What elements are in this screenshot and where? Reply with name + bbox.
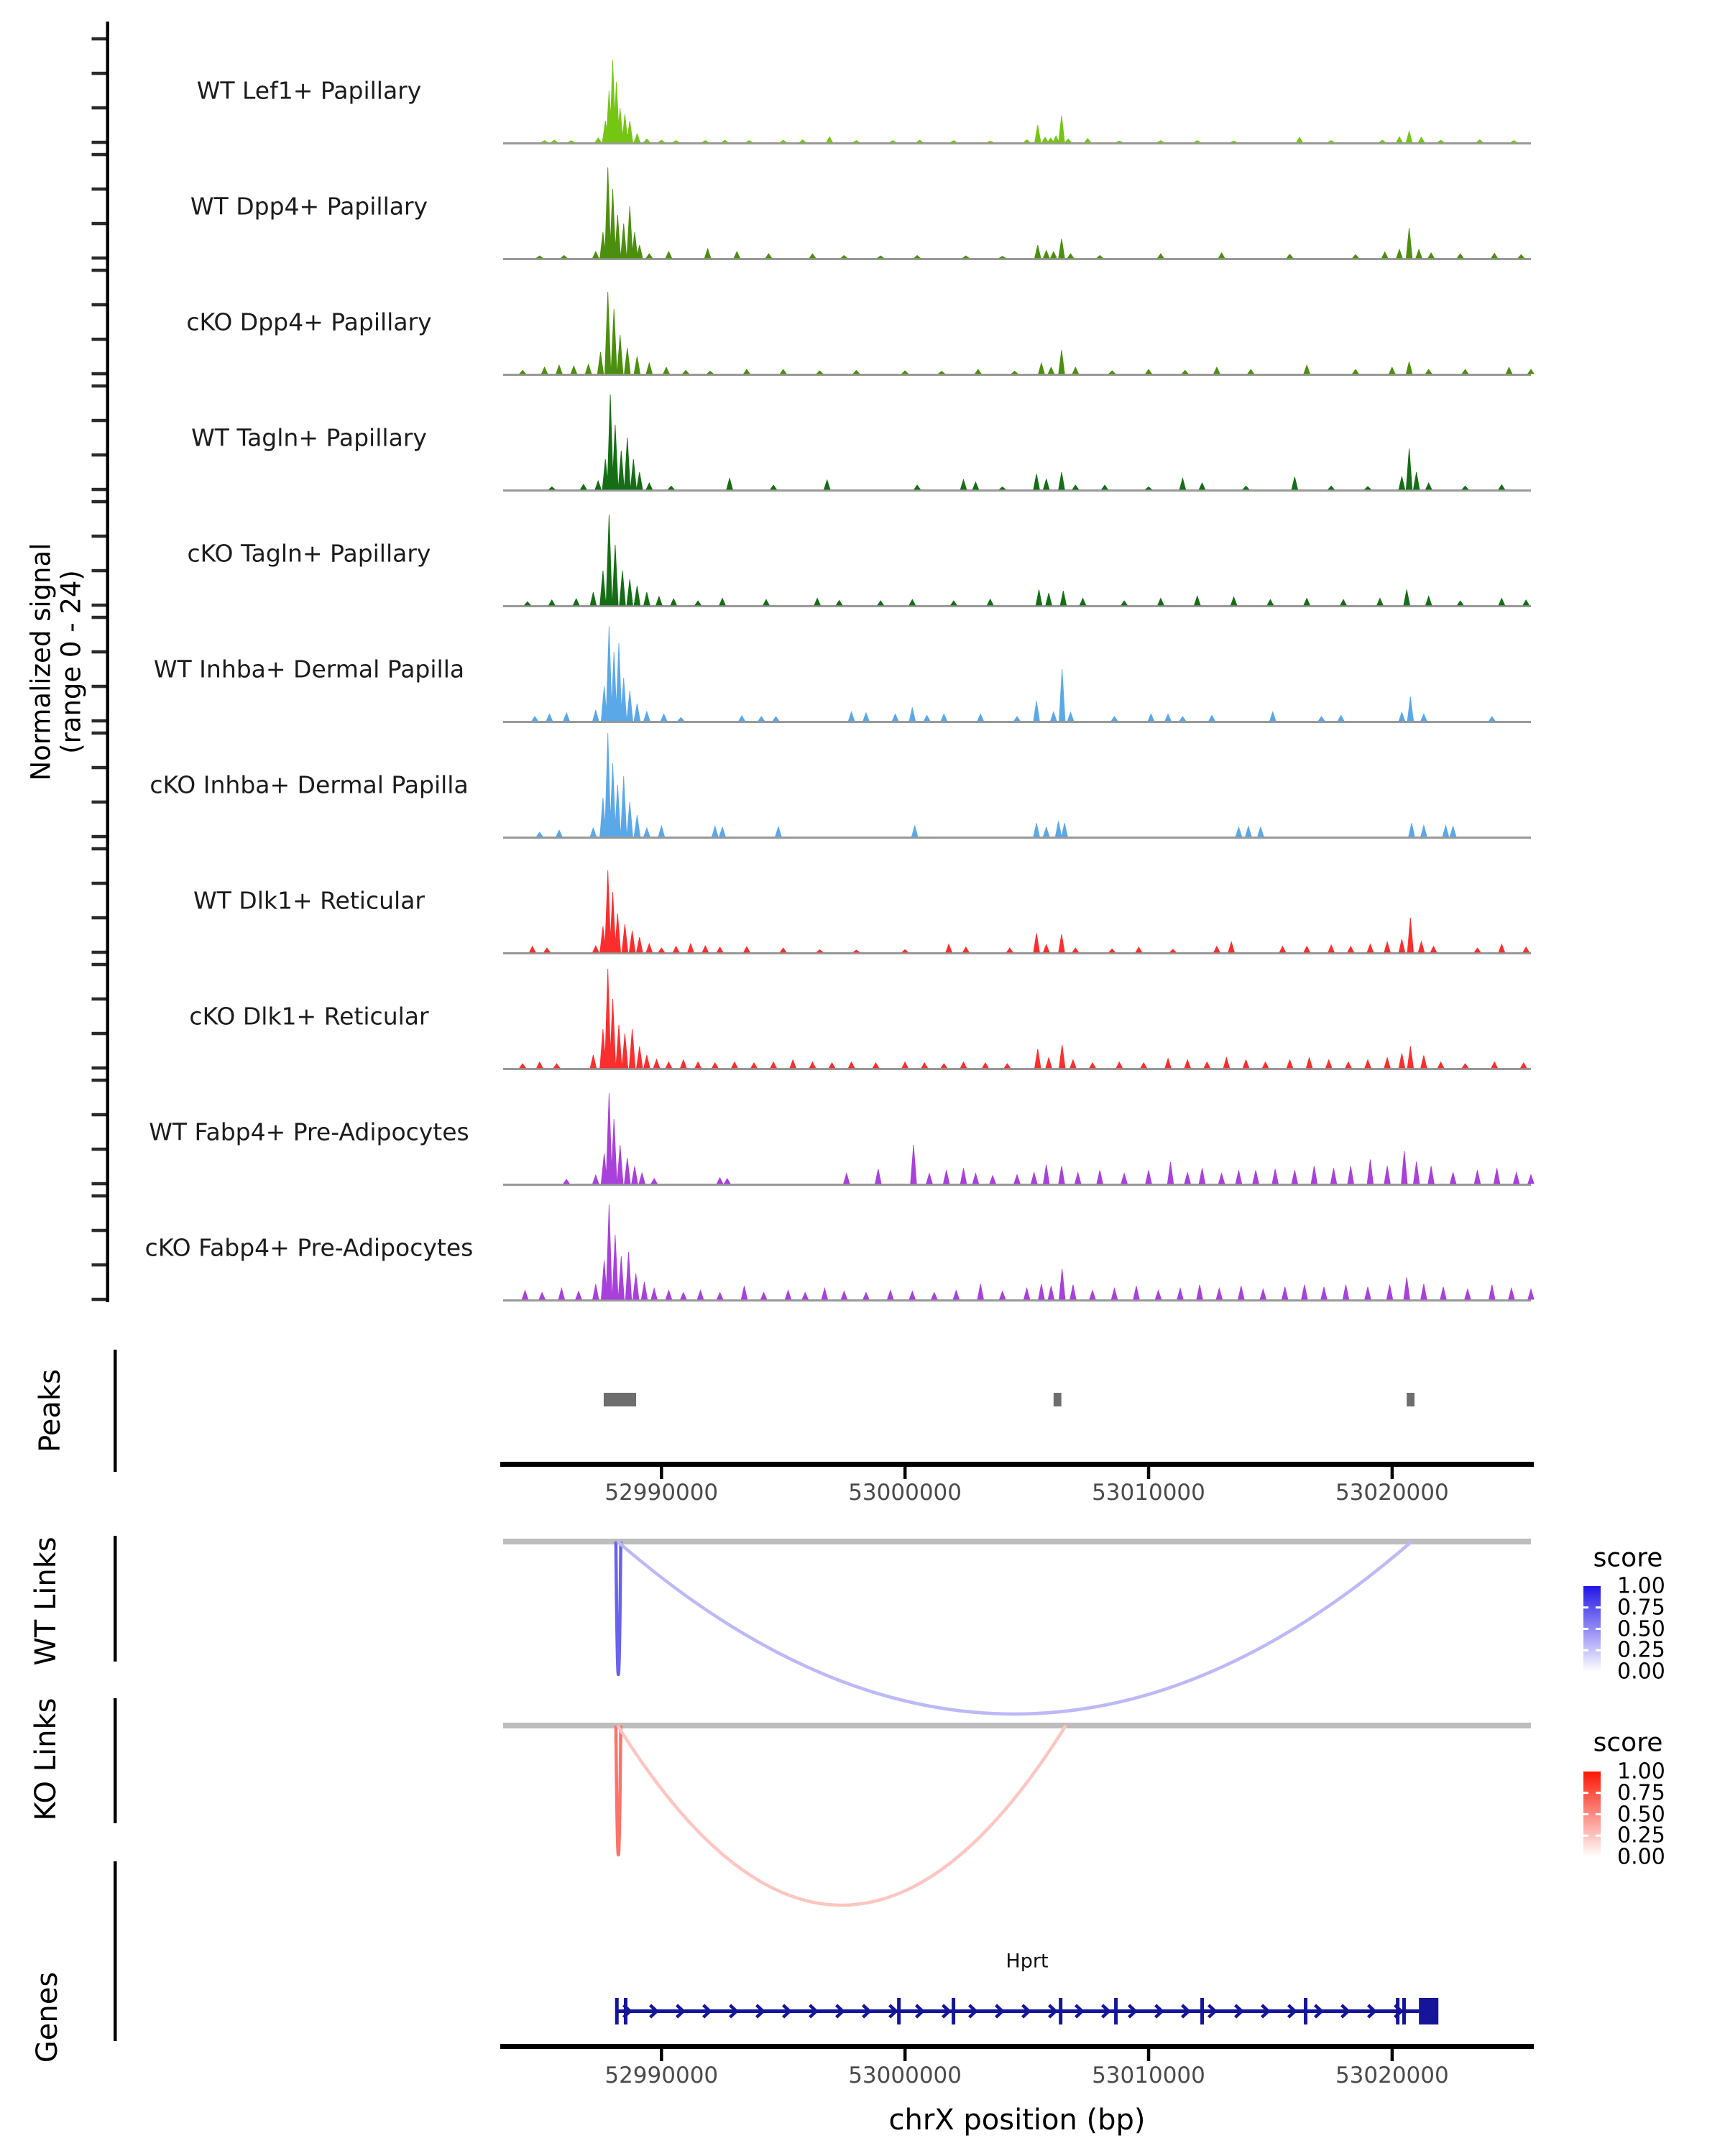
y-axis-tick (92, 732, 106, 735)
track-label: WT Inhba+ Dermal Papilla (153, 655, 465, 683)
y-axis-tick (92, 488, 106, 492)
x-axis-tick-label: 53000000 (848, 2063, 962, 2088)
signal-track-area (537, 733, 1456, 837)
score-colorbar-tick-label: 0.00 (1617, 1844, 1665, 1870)
y-axis-tick (92, 72, 106, 75)
track-baseline (503, 489, 1531, 492)
track-label: cKO Tagln+ Papillary (187, 539, 431, 568)
track-baseline (503, 605, 1531, 607)
gene-exon-mark (615, 1998, 619, 2024)
ko-score-legend-title: score (1593, 1728, 1663, 1758)
signal-track-area (525, 515, 1530, 605)
link-arc (617, 1542, 1412, 1714)
x-axis-tick (1391, 2049, 1394, 2061)
y-axis-tick (92, 1182, 106, 1186)
y-axis-tick (92, 719, 106, 723)
y-axis-tick (92, 1194, 106, 1198)
gene-name-label: Hprt (1006, 1950, 1049, 1973)
x-axis-tick-label: 52990000 (604, 1480, 719, 1506)
colorbar-tick-mark (1583, 1606, 1588, 1608)
gene-exon-mark (1200, 1998, 1204, 2024)
track-baseline (503, 1068, 1531, 1070)
y-axis-tick (92, 535, 106, 538)
signal-track-area (520, 292, 1534, 374)
y-axis-tick (92, 604, 106, 607)
gene-exon-mark (1059, 1998, 1062, 2024)
track-label: cKO Fabp4+ Pre-Adipocytes (144, 1233, 474, 1262)
track-baseline (503, 1299, 1531, 1302)
y-axis-tick (92, 1263, 106, 1267)
y-axis-tick (92, 835, 106, 839)
track-label: WT Dpp4+ Papillary (190, 192, 428, 221)
colorbar-tick-mark (1583, 1649, 1588, 1651)
section-label-peaks: Peaks (34, 1369, 67, 1452)
score-colorbar-tick-label: 0.25 (1617, 1823, 1665, 1848)
x-axis-tick (903, 1467, 907, 1479)
gene-exon-mark (1304, 1998, 1307, 2024)
signal-y-axis-line (106, 22, 110, 1302)
colorbar-tick-mark (1596, 1813, 1601, 1815)
signal-track-area (564, 1093, 1534, 1184)
section-line (114, 1536, 117, 1662)
y-axis-tick (92, 419, 106, 423)
y-axis-tick (92, 188, 106, 191)
x-axis-tick (660, 1467, 663, 1479)
y-axis-tick (92, 1298, 106, 1302)
links-top-line (503, 1539, 1531, 1544)
y-axis-tick (92, 951, 106, 954)
track-baseline (503, 374, 1531, 376)
y-axis-tick (92, 338, 106, 341)
peak-box (1407, 1393, 1414, 1406)
y-axis-tick (92, 1067, 106, 1070)
y-axis-tick (92, 384, 106, 388)
peak-box (1054, 1393, 1062, 1406)
section-line (114, 1698, 117, 1823)
link-arc (617, 1726, 1066, 1905)
colorbar-tick-mark (1583, 1813, 1588, 1815)
track-label: cKO Dpp4+ Papillary (186, 308, 432, 336)
x-axis-title: chrX position (bp) (888, 2104, 1146, 2137)
y-axis-tick (92, 269, 106, 272)
track-baseline (503, 721, 1531, 723)
y-axis-tick (92, 372, 106, 376)
x-axis-tick (1147, 2049, 1151, 2061)
colorbar-tick-mark (1596, 1649, 1601, 1651)
score-colorbar-tick-label: 0.75 (1617, 1595, 1665, 1621)
track-baseline (503, 142, 1531, 144)
track-label: WT Dlk1+ Reticular (193, 886, 425, 915)
y-axis-tick (92, 616, 106, 619)
track-label: WT Tagln+ Papillary (191, 423, 427, 452)
signal-track-area (520, 969, 1527, 1068)
link-arc (616, 1726, 621, 1855)
track-label: WT Fabp4+ Pre-Adipocytes (149, 1118, 469, 1146)
track-label: cKO Dlk1+ Reticular (189, 1002, 429, 1031)
y-axis-tick (92, 882, 106, 885)
bottom-x-axis-line (500, 2044, 1534, 2049)
peak-box (604, 1393, 636, 1406)
y-axis-tick (92, 685, 106, 688)
x-axis-tick-label: 52990000 (604, 2063, 719, 2088)
y-axis-tick (92, 1079, 106, 1082)
signal-track-area (522, 1204, 1534, 1299)
track-baseline (503, 1184, 1531, 1186)
y-axis-tick (92, 106, 106, 110)
track-label: WT Lef1+ Papillary (196, 76, 422, 105)
section-label-ko-links: KO Links (29, 1697, 63, 1821)
gene-exon-mark (624, 1998, 627, 2024)
y-axis-tick (92, 1032, 106, 1036)
wt-score-legend-title: score (1593, 1543, 1663, 1573)
track-baseline (503, 258, 1531, 260)
colorbar-tick-mark (1596, 1606, 1601, 1608)
y-axis-tick (92, 963, 106, 967)
y-axis-tick (92, 569, 106, 573)
score-colorbar-tick-label: 0.50 (1617, 1802, 1665, 1827)
y-axis-tick (92, 141, 106, 144)
y-axis-tick (92, 303, 106, 307)
y-axis-tick (92, 257, 106, 260)
section-label-wt-links: WT Links (29, 1537, 63, 1666)
gene-exon-mark (1402, 1998, 1406, 2024)
x-axis-tick-label: 53020000 (1335, 1480, 1449, 1506)
gene-exon-mark (1114, 1998, 1118, 2024)
y-axis-tick (92, 1113, 106, 1117)
x-axis-tick-label: 53010000 (1092, 1480, 1205, 1506)
y-axis-tick (92, 847, 106, 851)
links-top-line (503, 1723, 1531, 1728)
y-axis-tick (92, 500, 106, 504)
colorbar-tick-mark (1596, 1628, 1601, 1630)
score-colorbar-tick-label: 0.50 (1617, 1616, 1665, 1641)
y-axis-tick (92, 453, 106, 457)
colorbar-tick-mark (1583, 1792, 1588, 1794)
colorbar-tick-mark (1583, 1628, 1588, 1630)
y-axis-tick (92, 153, 106, 157)
section-line (114, 1350, 117, 1472)
peaks-x-axis-line (500, 1462, 1534, 1467)
y-axis-tick (92, 1229, 106, 1233)
colorbar-tick-mark (1596, 1792, 1601, 1794)
x-axis-tick-label: 53010000 (1092, 2063, 1205, 2088)
x-axis-tick (903, 2049, 907, 2061)
gene-exon-mark (897, 1998, 901, 2024)
x-axis-tick-label: 53000000 (848, 1480, 962, 1506)
score-colorbar-tick-label: 0.25 (1617, 1637, 1665, 1663)
y-axis-tick (92, 1148, 106, 1151)
x-axis-tick (660, 2049, 663, 2061)
colorbar-tick-mark (1583, 1835, 1588, 1837)
signal-track-area (537, 167, 1524, 258)
score-colorbar-tick-label: 0.75 (1617, 1780, 1665, 1806)
gene-exon-mark (952, 1998, 955, 2024)
signal-track-area (541, 60, 1517, 142)
x-axis-tick (1391, 1467, 1394, 1479)
score-colorbar-tick-label: 1.00 (1617, 1573, 1665, 1599)
y-axis-tick (92, 766, 106, 770)
x-axis-tick-label: 53020000 (1335, 2063, 1449, 2088)
y-axis-tick (92, 801, 106, 804)
colorbar-tick-mark (1596, 1835, 1601, 1837)
section-line (114, 1861, 117, 2041)
score-colorbar-tick-label: 0.00 (1617, 1659, 1665, 1685)
link-arc (616, 1542, 621, 1674)
signal-track-area (530, 870, 1530, 952)
y-axis-tick (92, 37, 106, 41)
score-colorbar-tick-label: 1.00 (1617, 1759, 1665, 1784)
section-label-genes: Genes (31, 1971, 64, 2063)
signal-track-area (549, 395, 1505, 489)
gene-exon-mark (1396, 1998, 1399, 2024)
x-axis-tick (1147, 1467, 1151, 1479)
y-axis-tick (92, 916, 106, 920)
y-axis-label-line2: (range 0 - 24) (55, 570, 87, 754)
y-axis-tick (92, 222, 106, 226)
gene-end-block (1419, 1998, 1438, 2024)
track-baseline (503, 837, 1531, 839)
y-axis-label-line1: Normalized signal (25, 543, 57, 781)
signal-track-area (532, 626, 1495, 721)
track-label: cKO Inhba+ Dermal Papilla (150, 770, 469, 799)
y-axis-tick (92, 650, 106, 654)
track-baseline (503, 952, 1531, 954)
y-axis-tick (92, 998, 106, 1001)
